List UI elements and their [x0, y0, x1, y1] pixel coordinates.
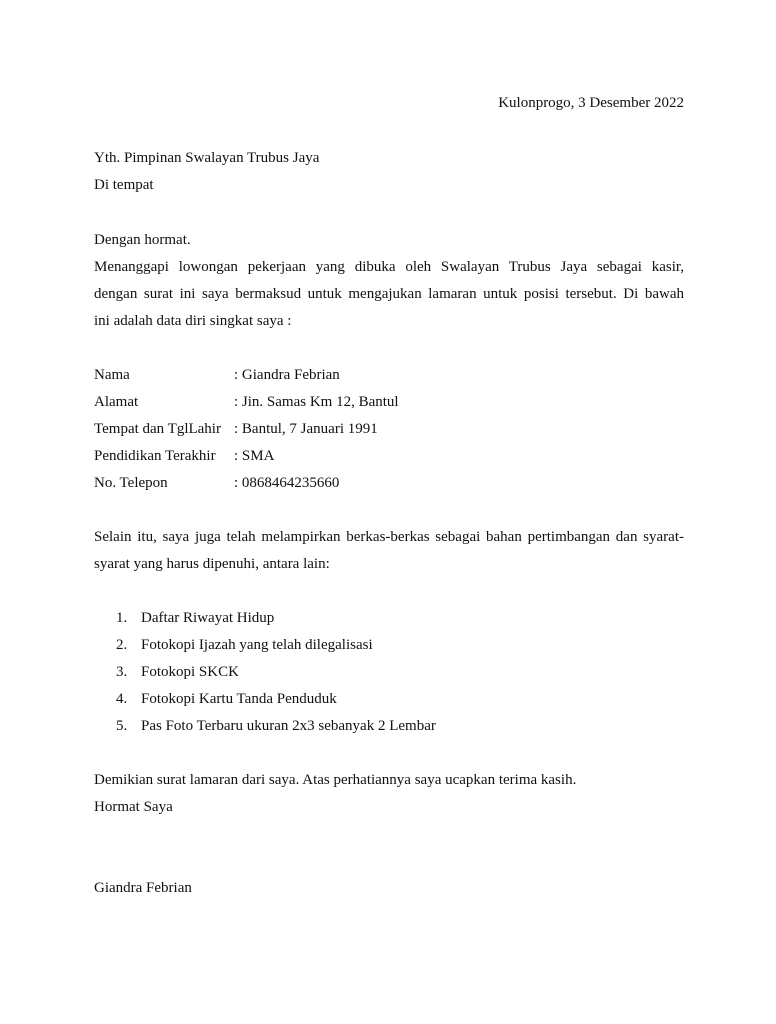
data-label-pendidikan: Pendidikan Terakhir: [94, 448, 216, 464]
list-item: Fotokopi SKCK: [141, 664, 239, 680]
list-item: Pas Foto Terbaru ukuran 2x3 sebanyak 2 Lembar: [141, 718, 436, 734]
data-label-nama: Nama: [94, 367, 130, 383]
place-date: Kulonprogo, 3 Desember 2022: [498, 95, 684, 111]
attachment-intro-line-2: syarat yang harus dipenuhi, antara lain:: [94, 556, 330, 572]
sign-off: Hormat Saya: [94, 799, 173, 815]
list-item: Daftar Riwayat Hidup: [141, 610, 275, 626]
list-item-number: 5.: [116, 718, 128, 734]
attachment-intro-line-1: Selain itu, saya juga telah melampirkan berkas-berkas sebagai bahan pertimbangan dan syarat-: [94, 529, 684, 545]
data-label-telepon: No. Telepon: [94, 475, 168, 491]
list-item-number: 4.: [116, 691, 128, 707]
closing-sentence: Demikian surat lamaran dari saya. Atas perhatiannya saya ucapkan terima kasih.: [94, 772, 577, 788]
list-item: Fotokopi Kartu Tanda Penduduk: [141, 691, 337, 707]
greeting: Dengan hormat.: [94, 232, 191, 248]
data-label-ttl: Tempat dan TglLahir: [94, 421, 221, 437]
list-item: Fotokopi Ijazah yang telah dilegalisasi: [141, 637, 373, 653]
list-item-number: 1.: [116, 610, 128, 626]
signer-name: Giandra Febrian: [94, 880, 192, 896]
data-label-alamat: Alamat: [94, 394, 139, 410]
data-value-pendidikan: : SMA: [234, 448, 275, 464]
list-item-number: 3.: [116, 664, 128, 680]
data-value-nama: : Giandra Febrian: [234, 367, 340, 383]
data-value-ttl: : Bantul, 7 Januari 1991: [234, 421, 378, 437]
recipient-line-2: Di tempat: [94, 177, 154, 193]
data-value-alamat: : Jin. Samas Km 12, Bantul: [234, 394, 399, 410]
data-value-telepon: : 0868464235660: [234, 475, 340, 491]
intro-line-1: Menanggapi lowongan pekerjaan yang dibuka oleh Swalayan Trubus Jaya sebagai kasir,: [94, 259, 684, 275]
recipient-line-1: Yth. Pimpinan Swalayan Trubus Jaya: [94, 150, 320, 166]
intro-line-2: dengan surat ini saya bermaksud untuk mengajukan lamaran untuk posisi tersebut. Di bawah: [94, 286, 684, 302]
intro-line-3: ini adalah data diri singkat saya :: [94, 313, 292, 329]
list-item-number: 2.: [116, 637, 128, 653]
